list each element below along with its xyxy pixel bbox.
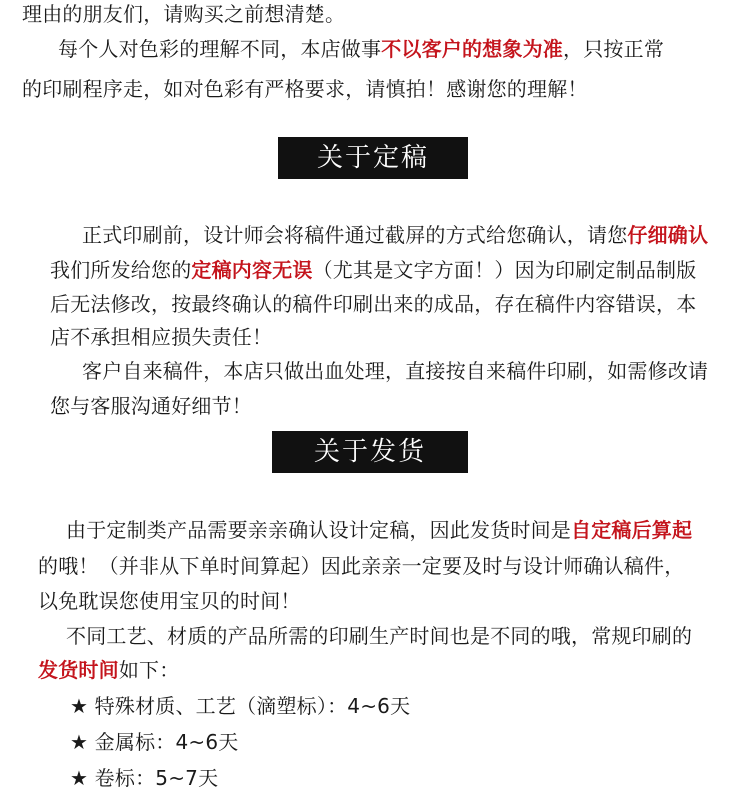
draft-line-6: 您与客服沟通好细节！	[50, 394, 252, 418]
intro-paragraph-line-1: 每个人对色彩的理解不同，本店做事不以客户的想象为准，只按正常	[58, 37, 665, 61]
shipping-line-1: 由于定制类产品需要亲亲确认设计定稿，因此发货时间是自定稿后算起	[66, 518, 693, 542]
draft-line-1: 正式印刷前，设计师会将稿件通过截屏的方式给您确认，请您仔细确认	[82, 223, 709, 247]
section-header-shipping: 关于发货	[272, 431, 468, 473]
intro-line-1: 理由的朋友们，请购买之前想清楚。	[22, 2, 346, 26]
highlight-shipping-time: 发货时间	[38, 658, 119, 682]
highlight-not-customer-imagination: 不以客户的想象为准	[381, 37, 564, 61]
list-item: ★ 卷标：5~7天	[70, 766, 219, 790]
section-header-draft: 关于定稿	[278, 137, 468, 179]
intro-paragraph-line-2: 的印刷程序走，如对色彩有严格要求，请慎拍！感谢您的理解！	[22, 77, 588, 101]
draft-line-5: 客户自来稿件，本店只做出血处理，直接按自来稿件印刷，如需修改请	[82, 359, 709, 383]
highlight-from-final-draft: 自定稿后算起	[571, 518, 693, 542]
draft-line-2: 我们所发给您的定稿内容无误（尤其是文字方面！）因为印刷定制品制版	[50, 258, 697, 282]
draft-line-4: 店不承担相应损失责任！	[50, 325, 273, 349]
highlight-draft-content-correct: 定稿内容无误	[191, 258, 313, 282]
list-item: ★ 特殊材质、工艺（滴塑标）：4~6天	[70, 694, 411, 718]
list-item: ★ 金属标：4~6天	[70, 730, 239, 754]
highlight-confirm-carefully: 仔细确认	[627, 223, 709, 247]
shipping-line-3: 以免耽误您使用宝贝的时间！	[38, 589, 301, 613]
shipping-line-5: 发货时间如下：	[38, 658, 180, 682]
draft-line-3: 后无法修改，按最终确认的稿件印刷出来的成品，存在稿件内容错误，本	[50, 292, 697, 316]
shipping-line-2: 的哦！（并非从下单时间算起）因此亲亲一定要及时与设计师确认稿件，	[38, 554, 685, 578]
shipping-line-4: 不同工艺、材质的产品所需的印刷生产时间也是不同的哦，常规印刷的	[66, 624, 693, 648]
